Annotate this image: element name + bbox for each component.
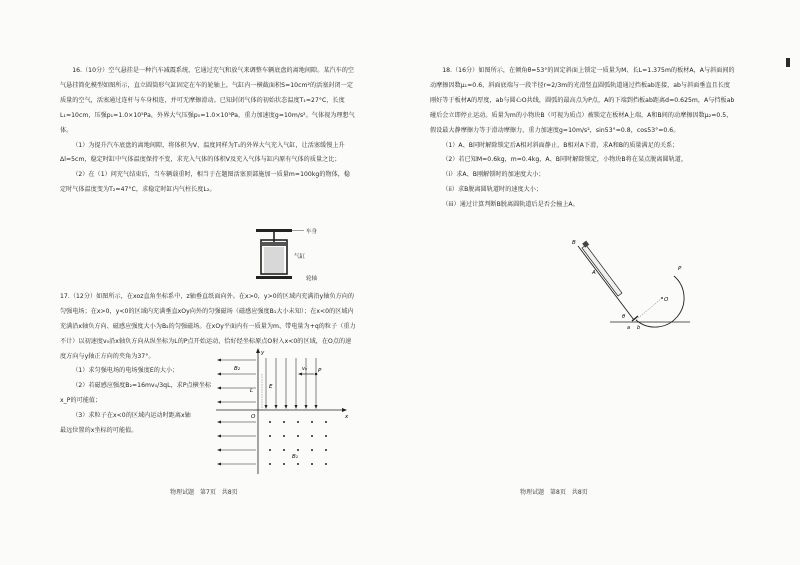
q18-part2-ii: （ii）求B脱离圆轨道时的速度大小； (442, 186, 543, 194)
q17-part1: （1）求匀强电场的电场强度E的大小； (72, 367, 179, 374)
magnetic-field-B1-dots (269, 421, 327, 465)
label-axle: 轮轴 (306, 276, 318, 282)
radius-line (636, 298, 662, 320)
right-page (400, 0, 800, 565)
scan-edge-mark (786, 58, 790, 67)
label-v0: v₀ (302, 366, 307, 372)
q17-part3b: 最远位置的x坐标的可能值。 (60, 426, 138, 434)
q18-part2-i: （i）求A、B刚解锁时的加速度大小； (442, 171, 545, 179)
label-car-body: 车身 (306, 229, 318, 235)
q18-part1: （1）A、B同时解除锁定后A相对斜面静止，B相对A下滑，求A和B的质量满足的关系； (442, 141, 679, 149)
q16-figure (248, 226, 328, 284)
block-B (582, 241, 589, 248)
q18-figure (570, 236, 700, 336)
q16-intro: 16.（10分）空气悬挂是一种汽车减震系统，它通过充气和放气来调整车辆底盘的离地间隙。某汽车的空气悬挂简化模型如图所示，直立圆筒形气缸固定在车的轮轴上，气缸内一横截面积S=10cm²的活塞封闭一定质量的空气，活塞通过连杆与车身相连，并可无摩擦滑动。已知封闭气体的初始状态温度T₁=27°C，长度L₁=10cm，压强p₁=1.0×10⁵Pa，外界大气压强p₀=1.0×10⁵Pa，重力加速度g=10m/s²。气体视为理想气体。 (60, 67, 355, 134)
q16-part1: （1）为提升汽车底盘的离地间隙，将体积为V、温度同样为T₁的外界大气充入气缸，让活塞缓慢上升Δl=5cm，稳定时缸中气体温度保持不变，求充入气体的体积V及充入气体与缸内原有气体的质量之比； (60, 141, 345, 164)
car-body-plate (256, 229, 292, 232)
q17-part2b: x_P的可能值； (60, 396, 102, 404)
label-A: A (592, 270, 596, 276)
point-P (315, 373, 318, 376)
label-E: E (269, 384, 273, 390)
label-B2: B₂ (234, 366, 240, 372)
magnetic-field-B2-lines (218, 360, 256, 464)
label-b: b (637, 325, 641, 331)
circular-track (636, 276, 684, 327)
question-16 (60, 64, 356, 198)
velocity-arrowhead (298, 373, 302, 376)
electric-field-arrowheads (265, 405, 318, 409)
q17-parts (60, 364, 236, 439)
q18-intro: 18.（16分）如图所示，在倾角θ=53°的固定斜面上锁定一质量为M、长L=1.375m的板材A，A与斜面间的动摩擦因数μ₁=0.6，斜面底端与一段半径r=2/3m的光滑竖直圆弧轨道通过挡板ab连接，ab与斜面垂直且长度刚好等于板材A的厚度，ab与圆心O共线，圆弧的最高点为P点，A的下端到挡板ab距离d=0.625m，A与挡板ab碰后会立即停止运动。质量为m的小物块B（可视为质点）被锁定在板材A上端，A和B间的动摩擦因数μ₂=0.5，假设最大静摩擦力等于滑动摩擦力，重力加速度g=10m/s²，sin53°=0.8，cos53°=0.6。 (430, 67, 735, 134)
label-O: O (664, 297, 669, 303)
x-axis-arrow (342, 408, 347, 412)
q16-part2: （2）在（1）问充气结束后，当车辆载重时，相当于在题图活塞顶部施加一质量m=100kg的物体，稳定时气体温度变为T₂=47°C，求稳定时缸内气柱长度L₂。 (60, 171, 351, 194)
label-x: x (345, 414, 349, 420)
label-P: P (678, 266, 682, 272)
label-y: y (261, 350, 265, 356)
q17-part3a: （3）求粒子在x<0的区域内运动时距离x轴 (72, 411, 191, 419)
label-P: P (318, 368, 322, 374)
q17-figure (214, 346, 364, 476)
label-L: L (250, 388, 254, 394)
electric-field-lines (266, 358, 316, 408)
enclosed-gas (264, 247, 284, 273)
question-18 (430, 64, 736, 213)
q17-part2a: （2）若磁感应强度B₂=16mv₀/3qL，求P点横坐标 (72, 381, 212, 389)
plank-A (582, 245, 622, 296)
label-theta: θ (622, 314, 626, 320)
label-B1: B₁ (292, 454, 298, 460)
piston (262, 242, 286, 246)
label-origin: O (251, 414, 256, 420)
label-B: B (572, 240, 576, 246)
label-a: a (627, 325, 631, 331)
right-page-footer: 物理试题 第8页 共8页 (520, 489, 588, 496)
label-cylinder: 气缸 (294, 254, 306, 260)
magnetic-field-B2-arrowheads (217, 359, 221, 466)
y-axis-arrow (256, 348, 260, 353)
q18-part2-iii: （iii）通过计算判断B脱离圆轨道后是否会撞上A。 (442, 201, 579, 209)
q18-part2: （2）若已知M=0.6kg，m=0.4kg，A、B同时解除锁定，小物块B将在某点脱离圆轨道， (442, 156, 688, 164)
axle-plate (256, 276, 292, 279)
q17-intro: 17.（12分）如图所示，在xoz直角坐标系中，z轴垂直纸面向外。在x>0，y>0的区域内充满沿y轴负方向的匀强电场；在x>0，y<0的区域内充满垂直xOy向外的匀强磁场（磁感应强度B₁大小未知）；在x<0的区域内充满沿x轴负方向、磁感应强度大小为B₂的匀强磁场。在xOy平面内有一质量为m、带电量为+q的粒子（重力不计）以初速度v₀沿x轴负方向从纵坐标为L的P点开始运动，恰好经坐标原点O射入x<0的区域，在O点的速度方向与y轴正方向的夹角为37°。 (60, 293, 356, 360)
incline-surface (578, 246, 634, 320)
left-page-footer: 物理试题 第7页 共8页 (170, 489, 238, 496)
